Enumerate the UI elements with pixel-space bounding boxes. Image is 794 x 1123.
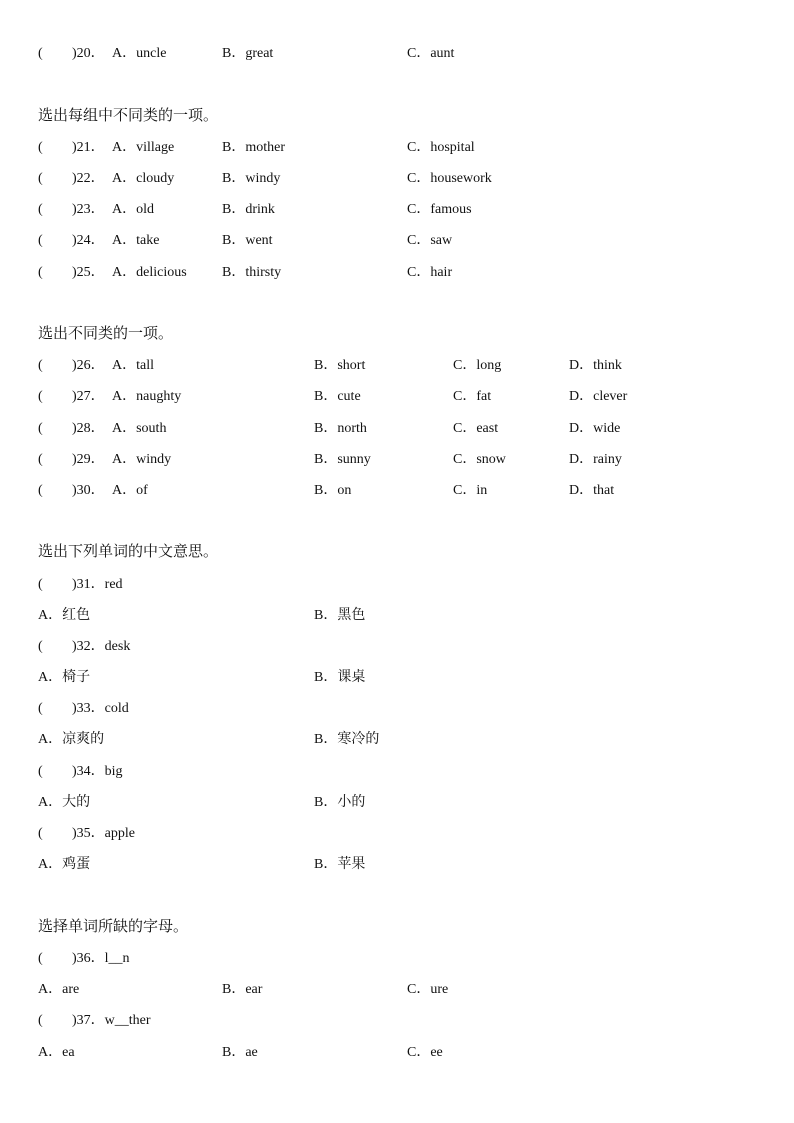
section-heading: 选择单词所缺的字母。 xyxy=(38,919,189,935)
option-b: B．ear xyxy=(222,982,263,997)
answer-bracket: ( xyxy=(38,140,43,155)
option-b: B．went xyxy=(222,233,273,248)
option-a: A．village xyxy=(112,140,175,155)
option-a: A．cloudy xyxy=(112,171,175,186)
option-c: C．fat xyxy=(453,389,492,404)
option-c: C．saw xyxy=(407,233,453,248)
question-text: )36．l__n xyxy=(72,951,130,966)
option-b: B．north xyxy=(314,421,367,436)
question-text: )37．w__ther xyxy=(72,1013,151,1028)
option-b: B．on xyxy=(314,483,352,498)
question-text: )31．red xyxy=(72,577,123,592)
question-number: )22． xyxy=(72,171,105,186)
answer-bracket: ( xyxy=(38,421,43,436)
question-20 xyxy=(38,44,794,64)
option-a: A．鸡蛋 xyxy=(38,857,91,872)
question-35-stem xyxy=(38,824,794,844)
option-c: C．ee xyxy=(407,1045,443,1060)
section-heading: 选出每组中不同类的一项。 xyxy=(38,108,219,124)
option-b: B．课桌 xyxy=(314,670,366,685)
option-d: D．rainy xyxy=(569,452,622,467)
option-a: A．old xyxy=(112,202,154,217)
option-c: C．east xyxy=(453,421,499,436)
question-text: )33．cold xyxy=(72,701,129,716)
answer-bracket: ( xyxy=(38,764,43,779)
question-number: )20． xyxy=(72,46,105,61)
question-number: )30． xyxy=(72,483,105,498)
question-29 xyxy=(38,450,794,470)
answer-bracket: ( xyxy=(38,202,43,217)
option-a: A．take xyxy=(112,233,160,248)
option-b: B．drink xyxy=(222,202,275,217)
option-b: B．short xyxy=(314,358,366,373)
option-b: B．mother xyxy=(222,140,285,155)
answer-bracket: ( xyxy=(38,826,43,841)
question-37-options xyxy=(38,1043,794,1063)
question-23 xyxy=(38,200,794,220)
question-number: )24． xyxy=(72,233,105,248)
answer-bracket: ( xyxy=(38,483,43,498)
option-c: C．housework xyxy=(407,171,492,186)
option-a: A．大的 xyxy=(38,795,91,810)
option-d: D．wide xyxy=(569,421,621,436)
option-b: B．great xyxy=(222,46,274,61)
question-text: )35．apple xyxy=(72,826,135,841)
question-number: )29． xyxy=(72,452,105,467)
question-31-stem xyxy=(38,575,794,595)
question-number: )21． xyxy=(72,140,105,155)
option-b: B．sunny xyxy=(314,452,371,467)
question-34-stem xyxy=(38,762,794,782)
question-33-options xyxy=(38,730,794,750)
question-number: )26． xyxy=(72,358,105,373)
option-b: B．小的 xyxy=(314,795,366,810)
answer-bracket: ( xyxy=(38,265,43,280)
answer-bracket: ( xyxy=(38,951,43,966)
option-a: A．naughty xyxy=(112,389,182,404)
option-d: D．that xyxy=(569,483,615,498)
section-heading: 选出下列单词的中文意思。 xyxy=(38,544,219,560)
answer-bracket: ( xyxy=(38,46,43,61)
question-27 xyxy=(38,387,794,407)
option-c: C．snow xyxy=(453,452,506,467)
question-34-options xyxy=(38,793,794,813)
option-d: D．think xyxy=(569,358,622,373)
option-a: A．are xyxy=(38,982,80,997)
question-35-options xyxy=(38,855,794,875)
question-28 xyxy=(38,419,794,439)
question-31-options xyxy=(38,606,794,626)
option-a: A．红色 xyxy=(38,608,91,623)
answer-bracket: ( xyxy=(38,233,43,248)
option-a: A．south xyxy=(112,421,167,436)
question-37-stem xyxy=(38,1011,794,1031)
option-a: A．椅子 xyxy=(38,670,91,685)
question-30 xyxy=(38,481,794,501)
option-c: C．in xyxy=(453,483,488,498)
option-d: D．clever xyxy=(569,389,628,404)
question-number: )27． xyxy=(72,389,105,404)
question-32-stem xyxy=(38,637,794,657)
option-b: B．苹果 xyxy=(314,857,366,872)
option-c: C．aunt xyxy=(407,46,455,61)
option-a: A．凉爽的 xyxy=(38,732,105,747)
question-21 xyxy=(38,138,794,158)
option-c: C．hospital xyxy=(407,140,475,155)
option-a: A．delicious xyxy=(112,265,187,280)
answer-bracket: ( xyxy=(38,701,43,716)
question-36-stem xyxy=(38,949,794,969)
question-24 xyxy=(38,231,794,251)
question-32-options xyxy=(38,668,794,688)
question-36-options xyxy=(38,980,794,1000)
option-c: C．long xyxy=(453,358,502,373)
answer-bracket: ( xyxy=(38,639,43,654)
option-a: A．windy xyxy=(112,452,172,467)
answer-bracket: ( xyxy=(38,171,43,186)
answer-bracket: ( xyxy=(38,389,43,404)
option-c: C．famous xyxy=(407,202,472,217)
option-b: B．cute xyxy=(314,389,361,404)
option-a: A．uncle xyxy=(112,46,167,61)
question-26 xyxy=(38,356,794,376)
answer-bracket: ( xyxy=(38,1013,43,1028)
option-a: A．of xyxy=(112,483,148,498)
option-b: B．thirsty xyxy=(222,265,282,280)
option-a: A．tall xyxy=(112,358,154,373)
question-number: )23． xyxy=(72,202,105,217)
option-b: B．寒冷的 xyxy=(314,732,380,747)
question-text: )34．big xyxy=(72,764,123,779)
answer-bracket: ( xyxy=(38,358,43,373)
question-number: )28． xyxy=(72,421,105,436)
question-text: )32．desk xyxy=(72,639,131,654)
option-b: B．黑色 xyxy=(314,608,366,623)
option-b: B．ae xyxy=(222,1045,258,1060)
answer-bracket: ( xyxy=(38,577,43,592)
answer-bracket: ( xyxy=(38,452,43,467)
option-c: C．ure xyxy=(407,982,449,997)
question-number: )25． xyxy=(72,265,105,280)
option-b: B．windy xyxy=(222,171,281,186)
question-25 xyxy=(38,263,794,283)
question-22 xyxy=(38,169,794,189)
option-c: C．hair xyxy=(407,265,453,280)
option-a: A．ea xyxy=(38,1045,75,1060)
question-33-stem xyxy=(38,699,794,719)
section-heading: 选出不同类的一项。 xyxy=(38,326,174,342)
